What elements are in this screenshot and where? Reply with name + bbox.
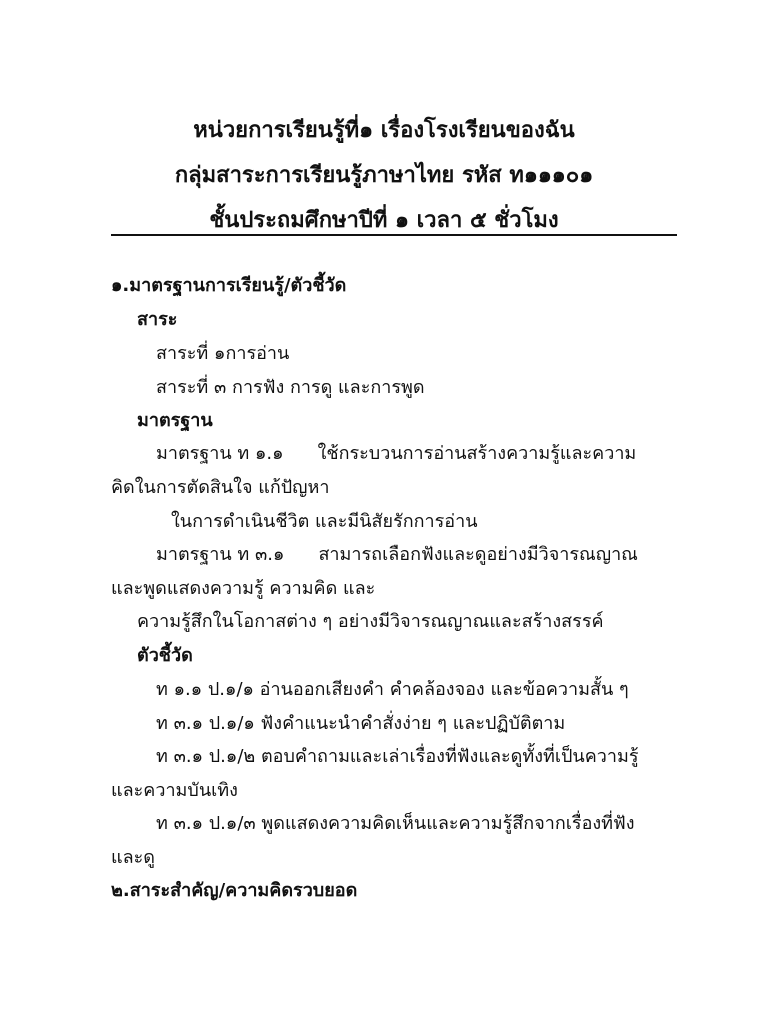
standard-1-text: ใช้กระบวนการอ่านสร้างความรู้และความ bbox=[317, 443, 637, 464]
grade-time-title: ชั้นประถมศึกษาปีที่ ๑ เวลา ๕ ชั่วโมง bbox=[209, 208, 559, 233]
standard-2-line bbox=[156, 543, 638, 567]
header-divider bbox=[111, 234, 677, 236]
strand-label: สาระ bbox=[137, 309, 178, 330]
indicator-continuation: และความบันเทิง bbox=[111, 780, 238, 801]
indicator-item: ท ๓.๑ ป.๑/๓ พูดแสดงความคิดเห็นและความรู้สึกจากเรื่องที่ฟัง bbox=[156, 813, 635, 834]
standard-2-code: มาตรฐาน ท ๓.๑ bbox=[156, 544, 285, 565]
standard-2-continuation: และพูดแสดงความรู้ ความคิด และ bbox=[111, 578, 376, 599]
standard-label: มาตรฐาน bbox=[137, 410, 213, 431]
indicator-item: ท ๓.๑ ป.๑/๒ ตอบคำถามและเล่าเรื่องที่ฟังและดูทั้งที่เป็นความรู้ bbox=[156, 746, 639, 767]
strand-item: สาระที่ ๓ การฟัง การดู และการพูด bbox=[156, 377, 425, 398]
standard-1-line bbox=[156, 442, 636, 466]
indicator-label: ตัวชี้วัด bbox=[137, 645, 193, 666]
standard-1-continuation: ในการดำเนินชีวิต และมีนิสัยรักการอ่าน bbox=[171, 511, 478, 532]
standard-2-continuation: ความรู้สึกในโอกาสต่าง ๆ อย่างมีวิจารณญาณและสร้างสรรค์ bbox=[137, 611, 604, 632]
section-2-heading: ๒.สาระสำคัญ/ความคิดรวบยอด bbox=[111, 880, 358, 901]
indicator-item: ท ๑.๑ ป.๑/๑ อ่านออกเสียงคำ คำคล้องจอง และข้อความสั้น ๆ bbox=[156, 679, 629, 700]
subject-title: กลุ่มสาระการเรียนรู้ภาษาไทย รหัส ท๑๑๑๐๑ bbox=[174, 163, 594, 188]
indicator-item: ท ๓.๑ ป.๑/๑ ฟังคำแนะนำคำสั่งง่าย ๆ และปฏิบัติตาม bbox=[156, 713, 566, 734]
section-1-heading: ๑.มาตรฐานการเรียนรู้/ตัวชี้วัด bbox=[111, 275, 347, 296]
standard-1-code: มาตรฐาน ท ๑.๑ bbox=[156, 443, 284, 464]
standard-1-continuation: คิดในการตัดสินใจ แก้ปัญหา bbox=[111, 477, 330, 498]
strand-item: สาระที่ ๑การอ่าน bbox=[156, 343, 290, 364]
indicator-continuation: และดู bbox=[111, 847, 155, 868]
standard-2-text: สามารถเลือกฟังและดูอย่างมีวิจารณญาณ bbox=[318, 544, 638, 565]
unit-title: หน่วยการเรียนรู้ที่๑ เรื่องโรงเรียนของฉัน bbox=[193, 118, 575, 143]
